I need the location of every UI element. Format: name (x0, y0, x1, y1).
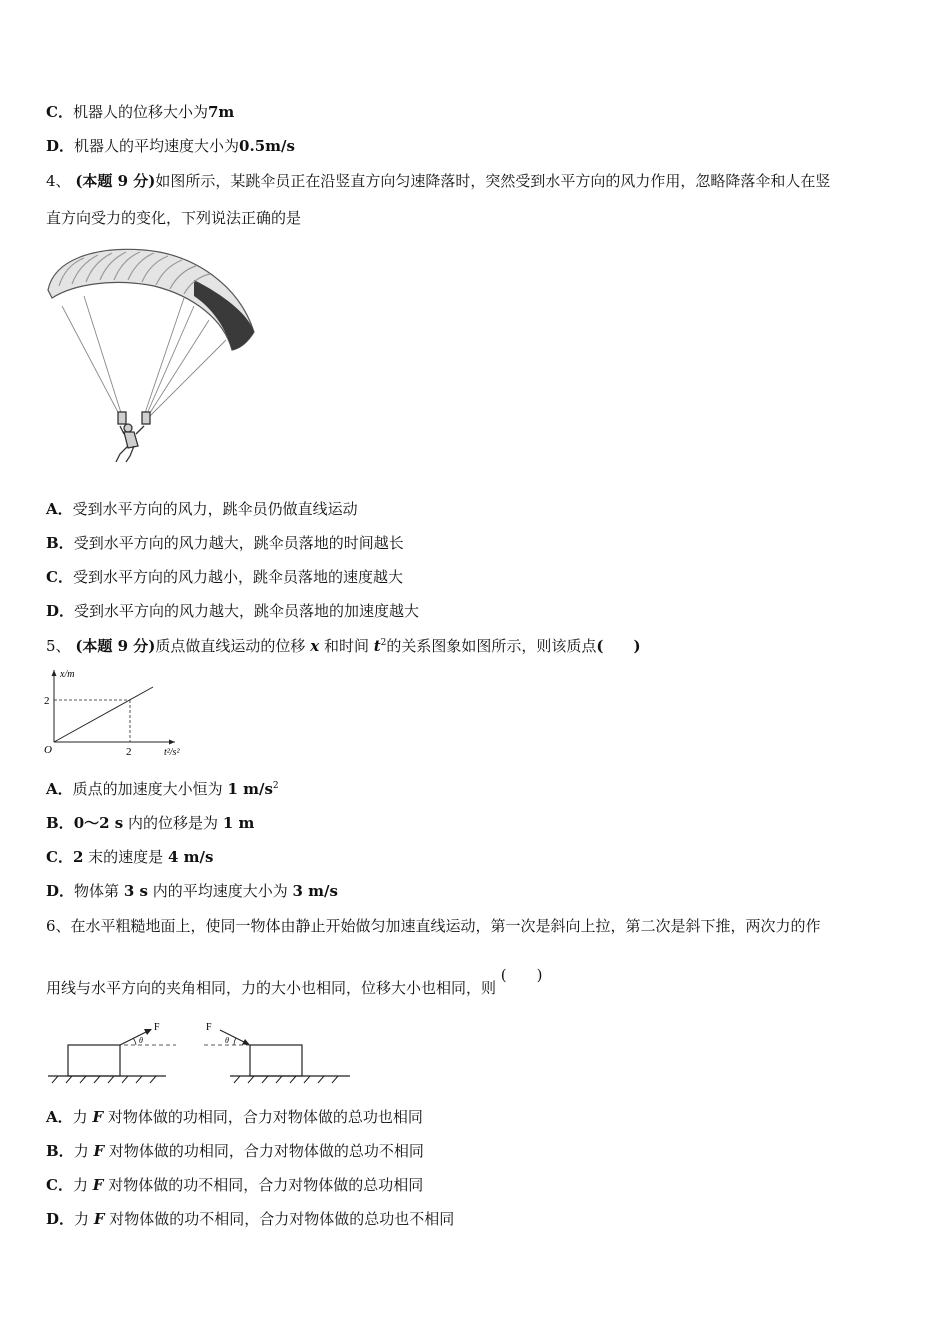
option-text: 末的速度是 (88, 848, 164, 866)
variable-f: F (92, 1176, 104, 1194)
option-value: 1 m (222, 814, 255, 832)
pull-diagram (48, 1022, 176, 1083)
option-value: 3 m/s (292, 882, 338, 900)
q6-stem-line2 (46, 966, 543, 998)
option-letter: C． (46, 1176, 73, 1194)
q4-option-c (46, 567, 403, 587)
option-text: 质点的加速度大小恒为 (72, 780, 223, 798)
option-value: 3 s (123, 882, 148, 900)
q6-option-c (46, 1175, 423, 1195)
question-stem: 在水平粗糙地面上，使同一物体由静止开始做匀加速直线运动，第一次是斜向上拉，第二次是斜下推，两次力的作 (70, 917, 821, 935)
option-text: 对物体做的功不相同，合力对物体做的总功也不相同 (109, 1210, 455, 1228)
question-stem: 如图所示，某跳伞员正在沿竖直方向匀速降落时，突然受到水平方向的风力作用，忽略降落伞和人在竖 (155, 172, 831, 190)
option-text: 力 (72, 1108, 88, 1126)
option-text: 机器人的位移大小为 (72, 103, 208, 121)
option-letter: D． (46, 137, 75, 155)
question-stem: 用线与水平方向的夹角相同，力的大小也相同，位移大小也相同，则 (46, 979, 497, 997)
force-label: F (154, 1022, 160, 1033)
answer-paren: ( ) (596, 637, 641, 655)
option-text: 受到水平方向的风力，跳伞员仍做直线运动 (72, 500, 358, 518)
y-axis-arrow (52, 670, 57, 676)
superscript: 2 (380, 638, 387, 648)
question-number: 5、 (46, 637, 71, 655)
q3-option-c (46, 102, 234, 122)
question-stem: 质点做直线运动的位移 (155, 637, 306, 655)
option-text: 机器人的平均速度大小为 (74, 137, 240, 155)
option-text: 对物体做的功相同，合力对物体做的总功也相同 (107, 1108, 423, 1126)
option-value: 0～2 s (73, 814, 124, 832)
variable-x: x (310, 637, 320, 655)
y-tick-label: 2 (44, 695, 50, 707)
superscript: 2 (272, 781, 279, 791)
question-stem: 直方向受力的变化，下列说法正确的是 (46, 209, 302, 227)
option-letter: C． (46, 568, 73, 586)
option-text: 受到水平方向的风力越大，跳伞员落地的加速度越大 (74, 602, 420, 620)
variable-f: F (93, 1210, 105, 1228)
q4-option-b (46, 533, 404, 553)
push-diagram (204, 1022, 350, 1083)
option-text: 内的平均速度大小为 (152, 882, 288, 900)
option-letter: C． (46, 848, 73, 866)
angle-label: θ (139, 1036, 143, 1045)
option-letter: B． (46, 1142, 74, 1160)
option-letter: B． (46, 534, 74, 552)
force-label: F (206, 1022, 212, 1033)
option-value: 7m (207, 103, 235, 121)
option-value: 2 (72, 848, 84, 866)
option-text: 对物体做的功相同，合力对物体做的总功不相同 (108, 1142, 424, 1160)
paraglider-figure (44, 240, 264, 470)
y-axis-label: x/m (60, 669, 75, 680)
option-letter: A． (46, 500, 73, 518)
q4-stem-line1 (46, 171, 830, 191)
question-stem: 的关系图象如图所示，则该质点 (386, 637, 597, 655)
option-text: 力 (73, 1142, 89, 1160)
question-number: 4、 (46, 172, 71, 190)
q5-graph (40, 664, 200, 764)
q6-force-figure (44, 1016, 354, 1086)
variable-f: F (92, 1108, 104, 1126)
option-text: 力 (74, 1210, 90, 1228)
q6-option-b (46, 1141, 424, 1161)
option-letter: C． (46, 103, 73, 121)
q5-option-d (46, 881, 338, 901)
option-letter: D． (46, 1210, 75, 1228)
option-value: 4 m/s (167, 848, 214, 866)
question-stem: 和时间 (323, 637, 369, 655)
variable-t: t (373, 637, 381, 655)
variable-f: F (93, 1142, 105, 1160)
q6-stem-line1 (46, 916, 821, 936)
x-axis-label: t²/s² (164, 747, 180, 758)
q6-option-d (46, 1209, 454, 1229)
question-number: 6、 (46, 917, 71, 935)
option-letter: A． (46, 780, 73, 798)
option-letter: A． (46, 1108, 73, 1126)
question-score: (本题 9 分) (75, 172, 156, 190)
q4-option-a (46, 499, 358, 519)
option-value: 1 m/s (227, 780, 273, 798)
x-tick-label: 2 (126, 746, 132, 758)
option-text: 内的位移是为 (128, 814, 219, 832)
x-axis-arrow (169, 740, 175, 745)
option-text: 力 (72, 1176, 88, 1194)
q4-option-d (46, 601, 419, 621)
option-letter: B． (46, 814, 74, 832)
q4-stem-line2 (46, 208, 301, 228)
answer-paren: ( ) (500, 966, 543, 984)
q5-option-b (46, 813, 254, 833)
q5-option-c (46, 847, 213, 867)
option-letter: D． (46, 882, 75, 900)
option-text: 受到水平方向的风力越小，跳伞员落地的速度越大 (72, 568, 403, 586)
question-score: (本题 9 分) (75, 637, 156, 655)
angle-label: θ (225, 1036, 229, 1045)
q5-stem (46, 636, 641, 656)
origin-label: O (44, 744, 52, 756)
option-text: 对物体做的功不相同，合力对物体做的总功相同 (108, 1176, 424, 1194)
option-letter: D． (46, 602, 75, 620)
option-value: 0.5m/s (239, 137, 295, 155)
option-text: 物体第 (74, 882, 120, 900)
q6-option-a (46, 1107, 423, 1127)
q5-option-a (46, 779, 279, 799)
q3-option-d (46, 136, 295, 156)
option-text: 受到水平方向的风力越大，跳伞员落地的时间越长 (73, 534, 404, 552)
data-line (54, 687, 153, 742)
